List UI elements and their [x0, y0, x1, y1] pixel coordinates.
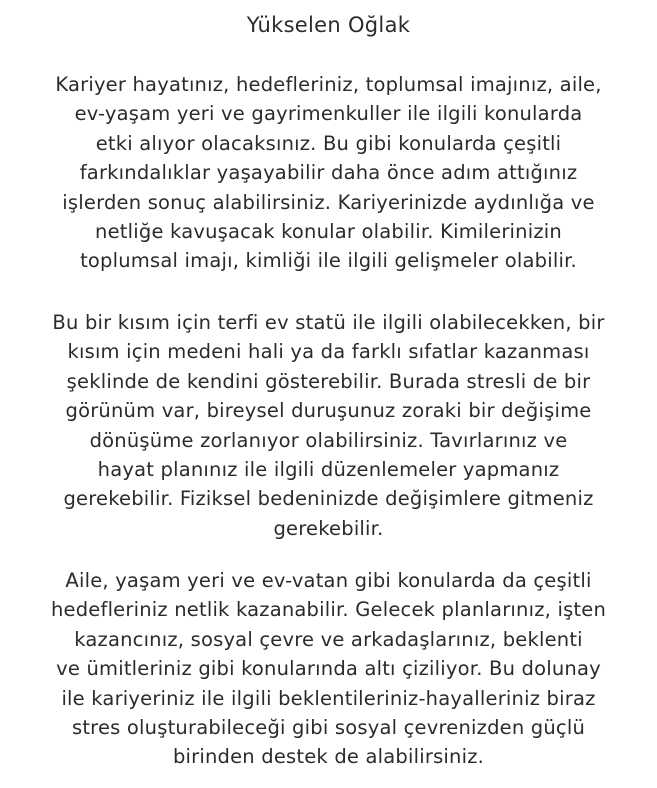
text-line: kısım için medeni hali ya da farklı sıfatlar kazanması: [67, 340, 590, 364]
text-line: gerekebilir. Fiziksel bedeninizde değişimlere gitmeniz: [63, 487, 594, 511]
paragraph-career: [20, 70, 637, 276]
text-line: gerekebilir.: [273, 516, 384, 540]
text-line: netliğe kavuşacak konular olabilir. Kimilerinizin: [95, 220, 562, 244]
text-line: hayat planınız ile ilgili düzenlemeler yapmanız: [97, 458, 560, 482]
text-line: Bu bir kısım için terfi ev statü ile ilgili olabilecekken, bir: [52, 311, 605, 334]
text-line: birinden destek de alabilirsiniz.: [172, 745, 485, 769]
text-line: ile kariyeriniz ile ilgili beklentileriniz-hayalleriniz biraz: [61, 686, 596, 710]
text-line: işlerden sonuç alabilirsiniz. Kariyerinizde aydınlığa ve: [62, 190, 595, 214]
text-line: farkındalıklar yaşayabilir daha önce adım attığınız: [79, 161, 578, 185]
text-line: şeklinde de kendini gösterebilir. Burada stresli de bir: [66, 369, 591, 393]
text-line: ev-yaşam yeri ve gayrimenkuller ile ilgili konularda: [74, 102, 583, 126]
text-line: kazancınız, sosyal çevre ve arkadaşlarınız, beklenti: [74, 627, 583, 651]
text-line: Aile, yaşam yeri ve ev-vatan gibi konularda da çeşitli: [65, 569, 592, 592]
paragraph-status: [20, 308, 637, 543]
text-line: ve ümitleriniz gibi konularında altı çiziliyor. Bu dolunay: [56, 657, 601, 681]
text-line: hedefleriniz netlik kazanabilir. Gelecek planlarınız, işten: [50, 598, 607, 622]
text-line: Kariyer hayatınız, hedefleriniz, toplumsal imajınız, aile,: [55, 73, 602, 96]
text-line: stres oluşturabileceği gibi sosyal çevrenizden güçlü: [71, 716, 586, 740]
text-line: toplumsal imajı, kimliği ile ilgili gelişmeler olabilir.: [80, 249, 577, 273]
text-line: dönüşüme zorlanıyor olabilirsiniz. Tavırlarınız ve: [89, 428, 568, 452]
page-title: Yükselen Oğlak: [246, 13, 411, 37]
text-line: etki alıyor olacaksınız. Bu gibi konularda çeşitli: [95, 131, 562, 155]
paragraph-home: [20, 566, 637, 772]
text-line: görünüm var, bireysel duruşunuz zoraki bir değişime: [65, 399, 592, 423]
